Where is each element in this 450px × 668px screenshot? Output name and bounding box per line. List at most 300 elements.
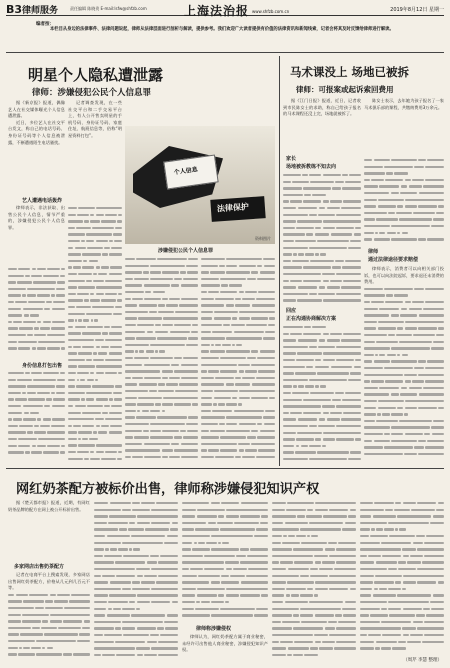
- text-line: [8, 266, 65, 273]
- text-line-segment: [226, 337, 262, 339]
- text-line-segment: [226, 271, 249, 273]
- text-line-segment: [109, 332, 122, 334]
- text-line-segment: [345, 260, 361, 262]
- text-line-segment: [95, 379, 98, 381]
- text-line-segment: [283, 379, 308, 381]
- text-line: [68, 343, 122, 350]
- text-line-segment: [364, 314, 389, 316]
- text-line-segment: [181, 456, 198, 458]
- text-line: [68, 225, 122, 232]
- text-line: [125, 348, 165, 355]
- text-line: [8, 618, 90, 625]
- text-line-segment: [247, 555, 268, 557]
- text-line-segment: [8, 614, 21, 616]
- text-line-segment: [427, 440, 444, 442]
- text-line-segment: [71, 594, 90, 596]
- text-line-segment: [132, 581, 139, 583]
- text-line-segment: [395, 581, 402, 583]
- text-line-segment: [407, 561, 421, 563]
- text-line: [364, 424, 444, 431]
- text-line-segment: [186, 423, 198, 425]
- text-line: [68, 456, 122, 463]
- text-line-segment: [94, 581, 108, 583]
- text-line-segment: [405, 205, 417, 207]
- text-line-segment: [8, 412, 22, 414]
- text-line-segment: [422, 561, 444, 563]
- text-line-segment: [159, 350, 165, 352]
- text-line-segment: [182, 581, 209, 583]
- text-line: [283, 377, 361, 384]
- text-line-segment: [391, 159, 416, 161]
- text-line-segment: [296, 535, 306, 537]
- text-line-segment: [322, 445, 326, 447]
- text-line-segment: [392, 647, 406, 649]
- text-line: [8, 390, 65, 397]
- text-line-segment: [336, 627, 356, 629]
- text-line: [201, 256, 275, 263]
- text-line-segment: [360, 515, 371, 517]
- text-line-segment: [360, 528, 370, 530]
- text-line-segment: [201, 258, 225, 260]
- text-line-segment: [397, 354, 400, 356]
- text-line-segment: [8, 600, 22, 602]
- text-line-segment: [283, 240, 294, 242]
- text-line: [283, 231, 361, 238]
- text-line-segment: [132, 588, 150, 590]
- text-line-segment: [86, 398, 94, 400]
- text-line: [364, 177, 444, 184]
- text-line-segment: [47, 445, 60, 447]
- text-line-segment: [171, 364, 180, 366]
- text-line: [364, 183, 444, 190]
- text-line: [201, 401, 242, 408]
- text-line-segment: [182, 594, 195, 596]
- story1-lead: [8, 100, 65, 193]
- text-line: [272, 625, 356, 632]
- text-line-segment: [160, 555, 178, 557]
- text-line-segment: [175, 311, 198, 313]
- text-line: [8, 279, 65, 286]
- text-line-segment: [75, 247, 86, 249]
- text-line-segment: [192, 548, 210, 550]
- text-line-segment: [348, 458, 361, 460]
- text-line: [182, 507, 268, 514]
- text-line-segment: [412, 301, 424, 303]
- text-line-segment: [283, 399, 302, 401]
- text-line-segment: [319, 568, 333, 570]
- text-line-segment: [137, 594, 178, 596]
- text-line-segment: [52, 308, 65, 310]
- text-line-segment: [68, 438, 77, 440]
- text-line-segment: [424, 542, 444, 544]
- text-line-segment: [30, 412, 40, 414]
- text-line-segment: [364, 393, 389, 395]
- story3-col1a: [8, 500, 90, 560]
- text-line: [272, 612, 356, 619]
- text-line-segment: [384, 433, 390, 435]
- text-line-segment: [312, 326, 326, 328]
- text-line: [8, 325, 65, 332]
- text-line-segment: [68, 332, 81, 334]
- story3-subhead: 律师称涉嫌侵权: [196, 626, 232, 632]
- text-line: [201, 355, 275, 362]
- text-line-segment: [254, 614, 268, 616]
- text-line-segment: [396, 212, 411, 214]
- text-line-segment: [132, 502, 139, 504]
- text-line-segment: [360, 561, 374, 563]
- text-line-segment: [416, 614, 425, 616]
- text-line-segment: [109, 431, 122, 433]
- text-line-segment: [102, 575, 115, 577]
- text-line-segment: [220, 291, 237, 293]
- text-line: [201, 414, 275, 421]
- text-lines: [272, 500, 356, 658]
- text-line-segment: [125, 410, 136, 412]
- text-line: [283, 423, 361, 430]
- text-line-segment: [283, 352, 296, 354]
- text-line-segment: [73, 425, 81, 427]
- text-line-segment: [8, 418, 12, 420]
- text-line: [125, 302, 198, 309]
- text-line-segment: [397, 407, 403, 409]
- text-line-segment: [138, 397, 162, 399]
- text-line-segment: [210, 350, 225, 352]
- text-line-segment: [58, 627, 81, 629]
- text-line-segment: [399, 341, 432, 343]
- text-line-segment: [125, 311, 148, 313]
- text-line: [360, 573, 444, 580]
- text-line-segment: [137, 627, 157, 629]
- text-line-segment: [94, 319, 98, 321]
- story3-subhead: 多家网店出售奶茶配方: [14, 564, 65, 570]
- text-line-segment: [68, 273, 77, 275]
- text-line: [283, 284, 361, 291]
- text-line-segment: [36, 653, 62, 655]
- text-line-segment: [68, 412, 81, 414]
- text-line: [201, 296, 275, 303]
- text-line-segment: [402, 588, 406, 590]
- text-line-segment: [47, 334, 65, 336]
- text-line-segment: [283, 359, 295, 361]
- text-line: [125, 414, 198, 421]
- text-line-segment: [182, 575, 197, 577]
- text-line-segment: [283, 438, 295, 440]
- text-line: [360, 507, 444, 514]
- text-line: [8, 396, 65, 403]
- text-line-segment: [221, 502, 239, 504]
- text-line-segment: [309, 379, 347, 381]
- text-line-segment: [251, 364, 275, 366]
- text-line-segment: [197, 515, 217, 517]
- text-line-segment: [283, 260, 291, 262]
- text-line-segment: [283, 253, 292, 255]
- text-line-segment: [294, 561, 314, 563]
- law-protection-badge: [210, 196, 265, 222]
- text-line-segment: [31, 275, 41, 277]
- text-line: [94, 632, 178, 639]
- text-line: [68, 423, 122, 430]
- text-line-segment: [144, 284, 170, 286]
- text-line-segment: [33, 379, 56, 381]
- text-line: [201, 408, 275, 415]
- text-line-segment: [283, 293, 308, 295]
- text-line-segment: [13, 321, 22, 323]
- story1-subhead: 涉嫌侵犯公民个人信息罪: [158, 248, 214, 254]
- text-line-segment: [364, 238, 372, 240]
- text-line-segment: [303, 280, 321, 282]
- text-line-segment: [180, 271, 186, 273]
- text-line-segment: [68, 247, 73, 249]
- text-line-segment: [52, 321, 65, 323]
- text-line-segment: [8, 438, 17, 440]
- text-line-segment: [219, 265, 225, 267]
- text-line-segment: [288, 647, 310, 649]
- text-line-segment: [22, 392, 26, 394]
- text-line-segment: [73, 653, 90, 655]
- text-line-segment: [257, 278, 275, 280]
- text-line-segment: [371, 179, 383, 181]
- text-line-segment: [379, 588, 387, 590]
- text-line-segment: [272, 634, 313, 636]
- text-line-segment: [68, 306, 75, 308]
- text-line: [182, 599, 229, 606]
- text-line-segment: [323, 174, 341, 176]
- text-line-segment: [364, 440, 372, 442]
- text-line-segment: [8, 633, 19, 635]
- text-line-segment: [419, 393, 444, 395]
- text-line-segment: [174, 436, 182, 438]
- text-line-segment: [211, 502, 220, 504]
- text-line-segment: [32, 445, 36, 447]
- text-line-segment: [376, 218, 398, 220]
- text-line-segment: [158, 654, 178, 656]
- text-line-segment: [425, 301, 444, 303]
- text-line: [8, 370, 65, 377]
- text-line: [182, 592, 268, 599]
- text-line-segment: [283, 412, 289, 414]
- text-line-segment: [134, 436, 149, 438]
- text-line-segment: [405, 433, 424, 435]
- text-line: [182, 579, 268, 586]
- text-line: [272, 513, 356, 520]
- text-line-segment: [118, 293, 122, 295]
- text-line-segment: [341, 339, 361, 341]
- text-line-segment: [134, 278, 149, 280]
- text-line-segment: [391, 238, 416, 240]
- editor-line: 责任编辑 陈晓贵 E-mail:lsfw@shfzb.com: [70, 6, 147, 11]
- text-line-segment: [132, 456, 143, 458]
- text-line: [364, 391, 444, 398]
- text-line-segment: [235, 304, 251, 306]
- text-line: [283, 218, 361, 225]
- text-line: [94, 566, 178, 573]
- text-line-segment: [125, 456, 131, 458]
- text-line-segment: [109, 398, 113, 400]
- text-line-segment: [181, 377, 198, 379]
- text-line-segment: [364, 334, 387, 336]
- text-line-segment: [197, 594, 217, 596]
- text-line-segment: [56, 392, 65, 394]
- text-line: [201, 342, 242, 349]
- text-line-segment: [174, 278, 182, 280]
- text-line-segment: [360, 548, 401, 550]
- text-line-segment: [43, 418, 52, 420]
- text-line-segment: [42, 620, 48, 622]
- text-line: [283, 331, 361, 338]
- text-line-segment: [418, 238, 426, 240]
- text-line-segment: [149, 311, 157, 313]
- badge-label: 法律保护: [216, 202, 250, 214]
- text-line: [360, 632, 444, 639]
- text-line-segment: [198, 575, 220, 577]
- text-line-segment: [222, 542, 229, 544]
- text-line-segment: [108, 601, 128, 603]
- text-line-segment: [301, 621, 327, 623]
- text-line-segment: [240, 594, 260, 596]
- text-line: [364, 223, 444, 230]
- text-line-segment: [395, 502, 402, 504]
- text-line-segment: [68, 293, 76, 295]
- text-line-segment: [374, 581, 394, 583]
- text-line-segment: [370, 614, 388, 616]
- text-line: [68, 357, 122, 364]
- text-line-segment: [226, 403, 237, 405]
- newspaper-url[interactable]: www.shfzb.com.cn: [252, 9, 290, 14]
- text-line-segment: [400, 314, 417, 316]
- text-line-segment: [226, 594, 239, 596]
- text-line-segment: [186, 265, 198, 267]
- text-line-segment: [403, 608, 423, 610]
- text-line-segment: [310, 647, 317, 649]
- text-line-segment: [430, 522, 444, 524]
- text-line-segment: [102, 412, 108, 414]
- text-line-segment: [190, 568, 203, 570]
- text-line-segment: [427, 159, 444, 161]
- text-line-segment: [37, 294, 50, 296]
- text-line-segment: [8, 627, 31, 629]
- text-line: [201, 441, 275, 448]
- text-line: [8, 292, 65, 299]
- text-line-segment: [283, 425, 308, 427]
- text-line-segment: [378, 327, 397, 329]
- text-line-segment: [239, 370, 245, 372]
- text-line-segment: [68, 352, 77, 354]
- text-line: [125, 329, 198, 336]
- text-line-segment: [150, 436, 173, 438]
- text-line-segment: [404, 413, 408, 415]
- text-line-segment: [96, 293, 104, 295]
- text-line-segment: [405, 179, 411, 181]
- text-line-segment: [283, 200, 289, 202]
- text-line-segment: [256, 298, 275, 300]
- text-line-segment: [136, 416, 156, 418]
- text-line-segment: [183, 357, 198, 359]
- text-line-segment: [315, 366, 330, 368]
- text-line-segment: [110, 502, 132, 504]
- text-line-segment: [47, 431, 65, 433]
- text-line-segment: [8, 653, 17, 655]
- text-line-segment: [323, 359, 335, 361]
- text-line-segment: [170, 331, 190, 333]
- text-line-segment: [174, 324, 191, 326]
- text-line-segment: [384, 367, 413, 369]
- text-line-segment: [182, 528, 194, 530]
- text-line-segment: [125, 317, 137, 319]
- text-line-segment: [8, 594, 14, 596]
- text-line-segment: [167, 535, 178, 537]
- text-line: [364, 170, 408, 177]
- text-line-segment: [309, 601, 343, 603]
- text-line-segment: [336, 561, 356, 563]
- text-line-segment: [405, 380, 411, 382]
- text-line-segment: [410, 634, 423, 636]
- text-line-segment: [306, 515, 322, 517]
- text-line-segment: [232, 397, 238, 399]
- text-line-segment: [240, 561, 268, 563]
- text-line-segment: [304, 326, 311, 328]
- text-line-segment: [137, 410, 141, 412]
- text-line: [364, 444, 444, 451]
- text-line-segment: [162, 430, 179, 432]
- text-line-segment: [286, 509, 306, 511]
- text-line-segment: [400, 393, 417, 395]
- text-line-segment: [336, 548, 356, 550]
- text-line-segment: [283, 174, 301, 176]
- text-line-segment: [60, 451, 65, 453]
- text-line-segment: [18, 347, 31, 349]
- text-line-segment: [342, 174, 348, 176]
- text-line: [125, 335, 198, 342]
- text-line-segment: [303, 399, 331, 401]
- text-line-segment: [315, 233, 330, 235]
- text-line-segment: [22, 620, 41, 622]
- text-line-segment: [158, 304, 164, 306]
- text-line: [364, 190, 444, 197]
- text-line-segment: [306, 366, 313, 368]
- text-line-segment: [374, 502, 394, 504]
- text-line-segment: [201, 430, 209, 432]
- text-line-segment: [214, 397, 231, 399]
- text-line-segment: [226, 509, 268, 511]
- text-line-segment: [302, 174, 308, 176]
- text-line-segment: [219, 423, 225, 425]
- text-line-segment: [425, 288, 444, 290]
- text-line-segment: [330, 280, 342, 282]
- text-line-segment: [388, 334, 396, 336]
- text-line-segment: [315, 385, 318, 387]
- text-line-segment: [117, 299, 122, 301]
- text-line-segment: [220, 357, 246, 359]
- text-line-segment: [226, 430, 249, 432]
- text-line: [8, 403, 65, 410]
- text-line-segment: [323, 352, 361, 354]
- text-line-segment: [355, 359, 361, 361]
- text-line-segment: [162, 449, 174, 451]
- text-line-segment: [343, 280, 361, 282]
- text-line-segment: [150, 271, 161, 273]
- text-line: [201, 335, 275, 342]
- text-line-segment: [78, 273, 91, 275]
- text-line-segment: [295, 372, 316, 374]
- text-line-segment: [146, 350, 155, 352]
- text-line-segment: [8, 281, 16, 283]
- text-line-segment: [424, 634, 444, 636]
- text-line: [201, 282, 242, 289]
- text-line-segment: [298, 418, 318, 420]
- text-line-segment: [163, 397, 198, 399]
- text-line-segment: [414, 288, 424, 290]
- text-line-segment: [378, 205, 397, 207]
